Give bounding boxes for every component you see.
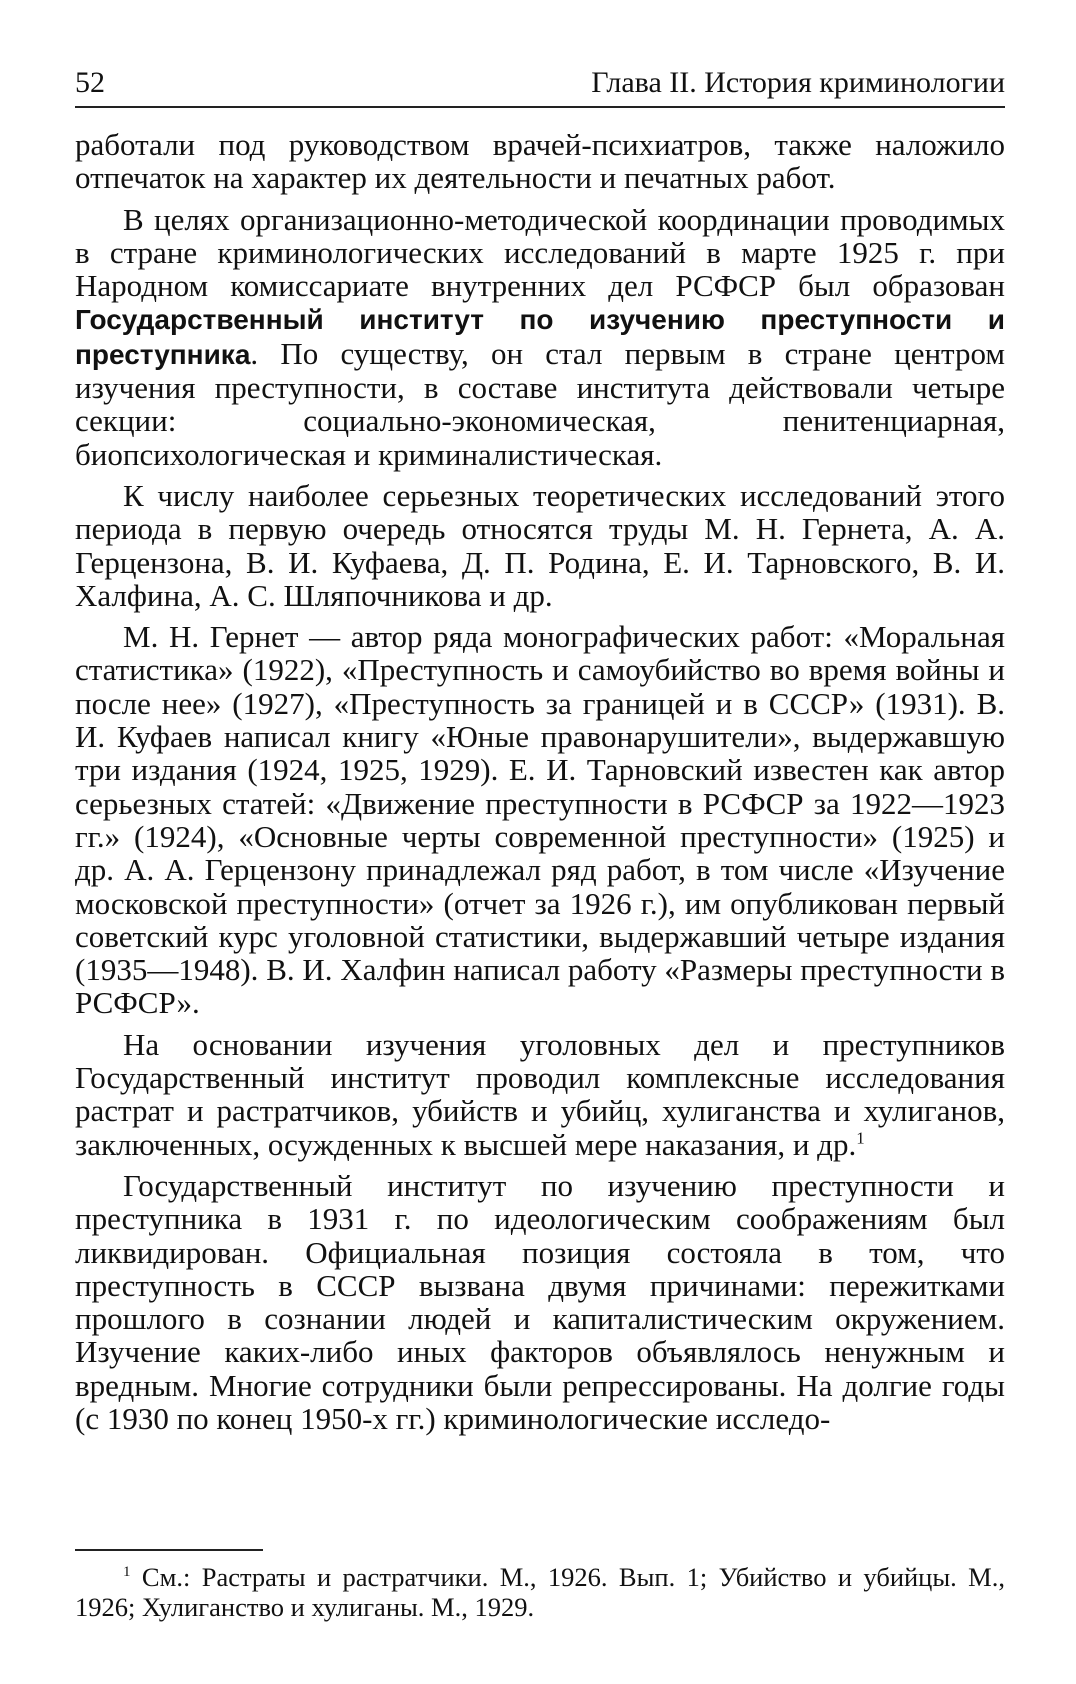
institute-name-bold: Государственный институт по изучению преступности и преступника [75, 304, 1005, 370]
paragraph [75, 1169, 1005, 1435]
paragraph-text: К числу наиболее серьезных теоретических исследований этого периода в первую очередь относятся труды М. Н. Гернета, А. А. Герцензона, В. И. Куфаева, Д. П. Родина, Е. И. Тарновского, В. И. Халфина, А. С. Шляпочникова и др. [75, 477, 1005, 613]
paragraph-text: В целях организационно-методической координации проводимых в стране криминологических исследований в марте 1925 г. при Народном комиссариате внутренних дел РСФСР был образован [75, 201, 1005, 304]
page-number: 52 [75, 66, 105, 99]
paragraph [75, 1028, 1005, 1161]
paragraph [75, 620, 1005, 1020]
footnote [75, 1562, 1005, 1622]
paragraph-text: работали под руководством врачей-психиатров, также наложило отпечаток на характер их деятельности и печатных работ. [75, 127, 1005, 196]
footnote-marker: 1 [123, 1564, 131, 1581]
footnote-text: См.: Растраты и растратчики. М., 1926. Вып. 1; Убийство и убийцы. М., 1926; Хулиганство и хулиганы. М., 1929. [75, 1562, 1005, 1622]
paragraph-text: На основании изучения уголовных дел и преступников Государственный институт проводил комплексные исследования растрат и растратчиков, убийств и убийц, хулиганства и хулиганов, заключенных, осужденных к высшей мере наказания, и др. [75, 1026, 1005, 1162]
paragraph [75, 479, 1005, 612]
body-text [75, 128, 1005, 1443]
paragraph-text: Государственный институт по изучению преступности и преступника в 1931 г. по идеологическим соображениям был ликвидирован. Официальная позиция состояла в том, что преступность в СССР вызвана двумя причинами: пережитками прошлого в сознании людей и капиталистическим окружением. Изучение каких-либо иных факторов объявлялось ненужным и вредным. Многие сотрудники были репрессированы. На долгие годы (с 1930 по конец 1950-х гг.) криминологические исследо- [75, 1167, 1005, 1436]
paragraph-text: М. Н. Гернет — автор ряда монографических работ: «Моральная статистика» (1922), «Преступность и самоубийство во время войны и после нее» (1927), «Преступность за границей и в СССР» (1931). В. И. Куфаев написал книгу «Юные правонарушители», выдержавшую три издания (1924, 1925, 1929). Е. И. Тарновский известен как автор серьезных статей: «Движение преступности в РСФСР за 1922—1923 гг.» (1924), «Основные черты современной преступности» (1925) и др. А. А. Герцензону принадлежал ряд работ, в том числе «Изучение московской преступности» (отчет за 1926 г.), им опубликован первый советский курс уголовной статистики, выдержавший четыре издания (1935—1948). В. И. Халфин написал работу «Размеры преступности в РСФСР». [75, 619, 1005, 1021]
footnote-reference[interactable]: 1 [856, 1128, 865, 1148]
paragraph-text: . По существу, он стал первым в стране центром изучения преступности, в составе института действовали четыре секции: социально-экономическая, пенитенциарная, биопсихологическая и криминалистическая. [75, 335, 1005, 472]
paragraph [75, 203, 1005, 471]
running-title: Глава II. История криминологии [591, 66, 1005, 99]
paragraph [75, 128, 1005, 195]
footnote-separator [75, 1549, 263, 1551]
page-header [75, 62, 1005, 108]
